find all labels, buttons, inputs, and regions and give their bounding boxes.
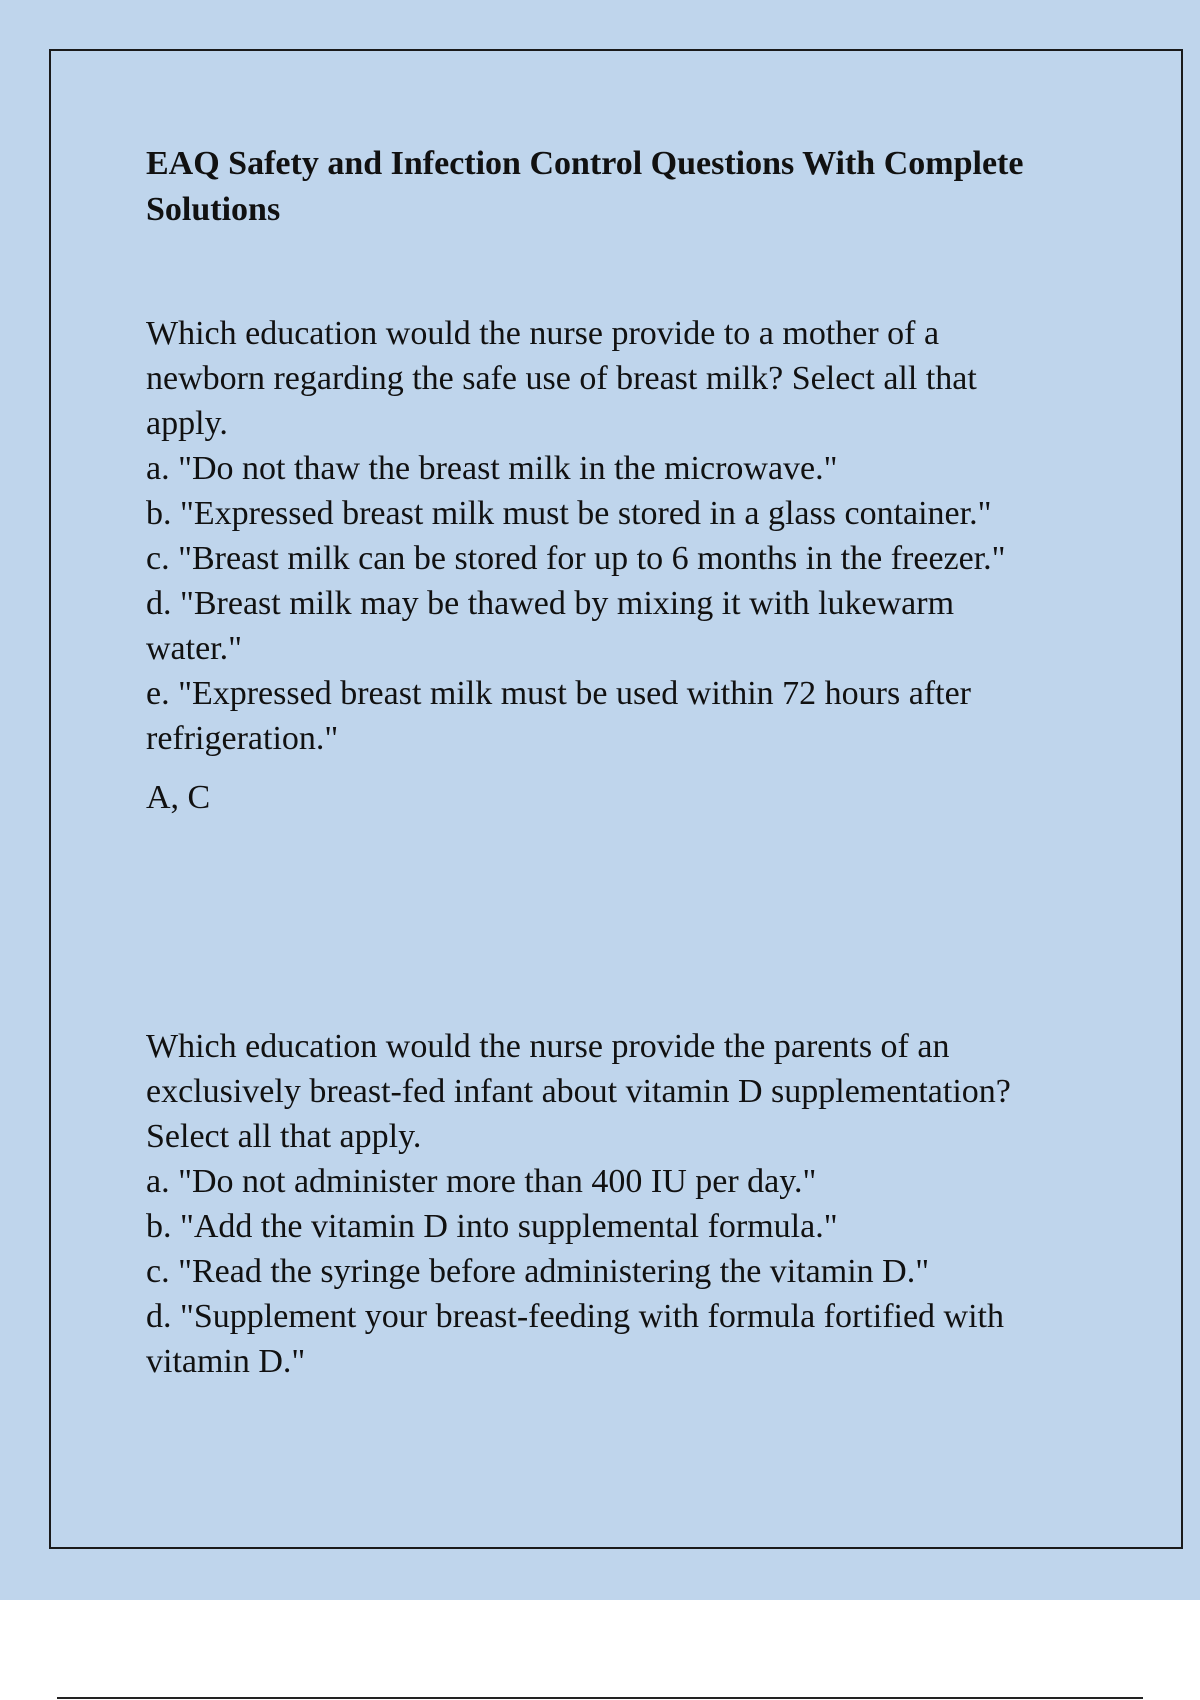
- title-line: EAQ Safety and Infection Control Questions With Complete: [146, 145, 1024, 182]
- answer-option-d: d. "Supplement your breast-feeding with formula fortified with: [146, 1298, 1005, 1335]
- question-1: [146, 311, 1096, 820]
- footer-divider: [57, 1697, 1143, 1699]
- answer-option-a: a. "Do not thaw the breast milk in the microwave.": [146, 450, 838, 487]
- answer-option-e-continued: refrigeration.": [146, 720, 339, 757]
- correct-answer: A, C: [146, 779, 211, 816]
- question-stem-line: exclusively breast-fed infant about vitamin D supplementation?: [146, 1073, 1011, 1110]
- question-stem-line: Which education would the nurse provide to a mother of a: [146, 315, 940, 352]
- answer-option-a: a. "Do not administer more than 400 IU per day.": [146, 1163, 817, 1200]
- answer-option-b: b. "Add the vitamin D into supplemental formula.": [146, 1208, 838, 1245]
- document-title: [146, 141, 1096, 233]
- title-line: Solutions: [146, 191, 281, 228]
- answer-option-d-continued: water.": [146, 630, 243, 667]
- question-stem-line: newborn regarding the safe use of breast milk? Select all that: [146, 360, 977, 397]
- answer-option-c: c. "Read the syringe before administering the vitamin D.": [146, 1253, 930, 1290]
- question-stem-line: Which education would the nurse provide the parents of an: [146, 1028, 950, 1065]
- question-stem-line: Select all that apply.: [146, 1118, 422, 1155]
- answer-option-e: e. "Expressed breast milk must be used within 72 hours after: [146, 675, 971, 712]
- answer-option-d-continued: vitamin D.": [146, 1343, 306, 1380]
- question-2: [146, 1024, 1096, 1384]
- answer-option-c: c. "Breast milk can be stored for up to 6 months in the freezer.": [146, 540, 1006, 577]
- answer-option-b: b. "Expressed breast milk must be stored in a glass container.": [146, 495, 992, 532]
- answer-option-d: d. "Breast milk may be thawed by mixing it with lukewarm: [146, 585, 955, 622]
- question-stem-line: apply.: [146, 405, 228, 442]
